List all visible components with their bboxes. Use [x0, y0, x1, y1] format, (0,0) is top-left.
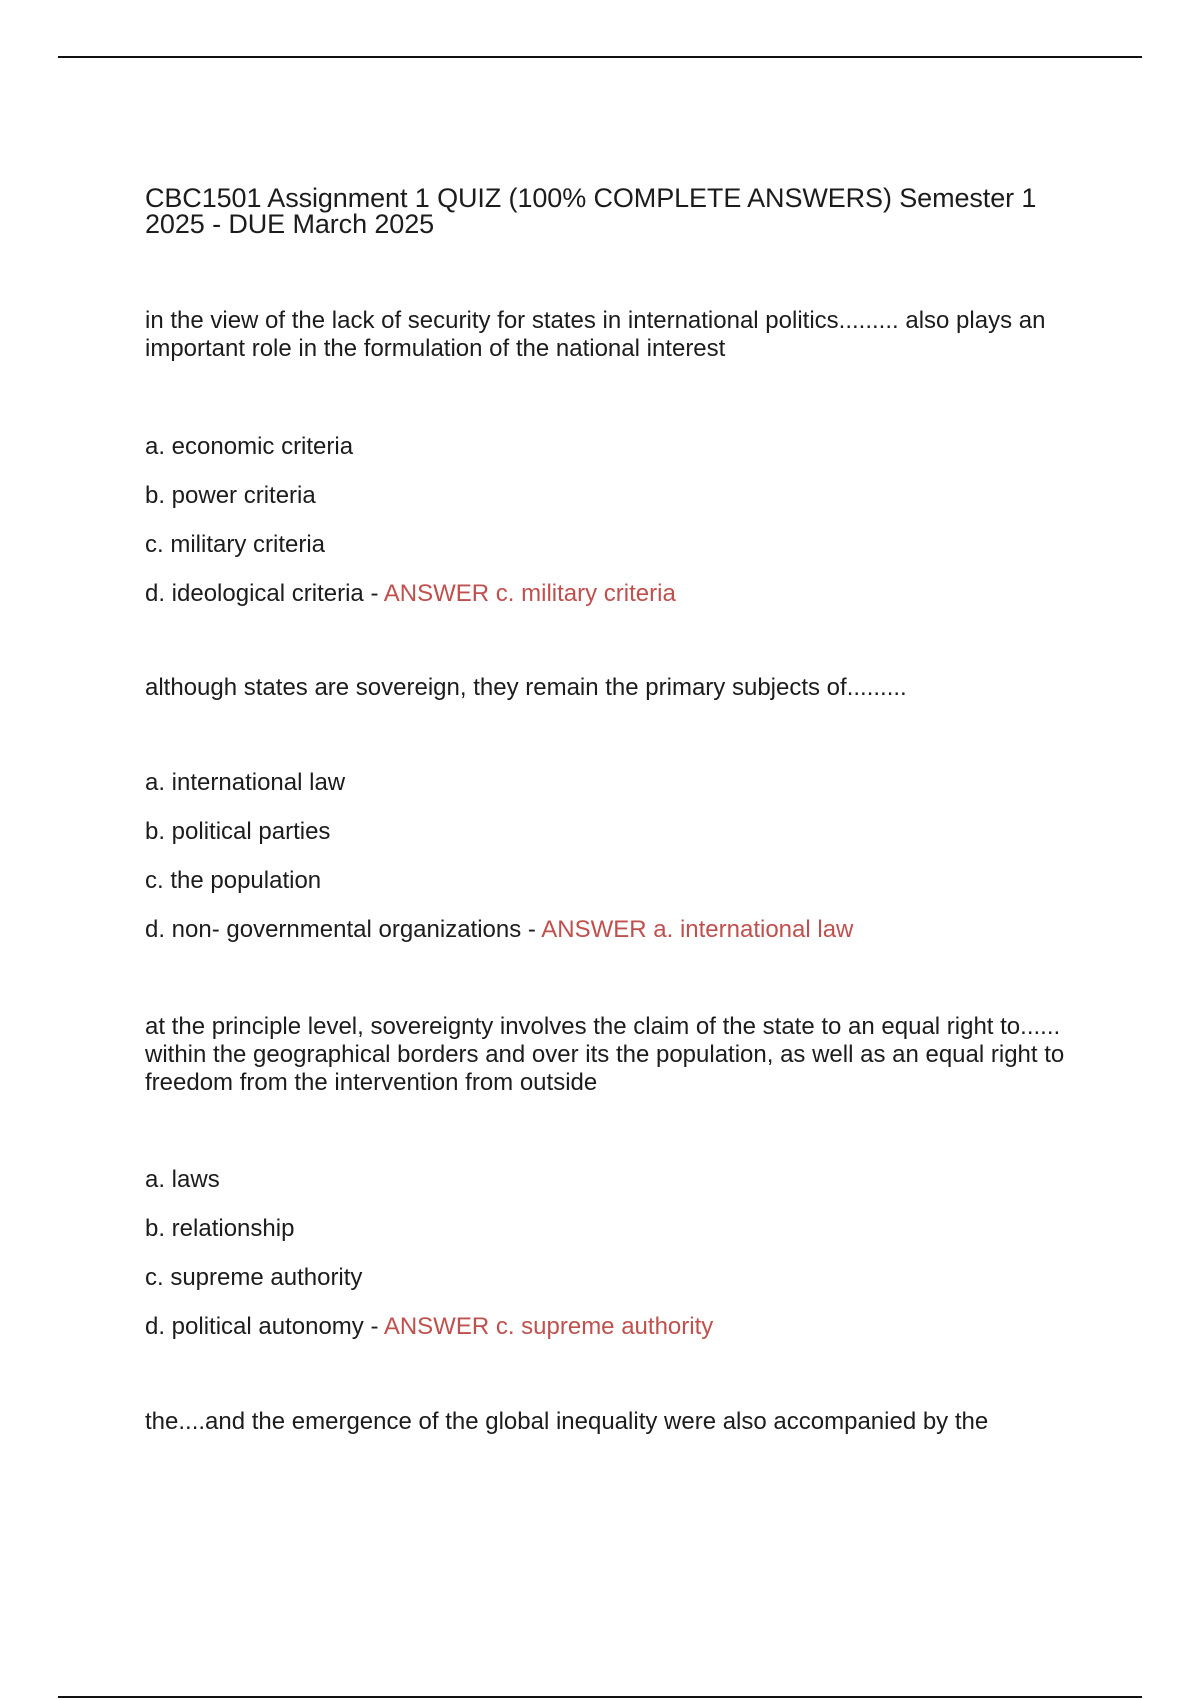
option-item-with-answer — [145, 916, 1095, 944]
answer-separator: - — [363, 1313, 384, 1340]
answer-separator: - — [521, 916, 542, 943]
option-text: d. non- governmental organizations — [145, 916, 522, 943]
question-block — [145, 674, 1095, 944]
footer-rule — [58, 1696, 1142, 1698]
option-text: d. political autonomy — [145, 1313, 364, 1340]
question-block — [145, 307, 1095, 608]
option-item: b. relationship — [145, 1215, 295, 1242]
document-title: CBC1501 Assignment 1 QUIZ (100% COMPLETE ANSWERS) Semester 1 2025 - DUE March 2025 — [145, 183, 1037, 239]
option-item: a. economic criteria — [145, 433, 354, 460]
question-text: although states are sovereign, they remain the primary subjects of......... — [145, 674, 907, 701]
document-body — [145, 185, 1095, 1436]
options-list — [145, 433, 1095, 608]
question-text: at the principle level, sovereignty involves the claim of the state to an equal right to...... within the geographical borders and over its the population, as well as an equal right to freedom from the intervention from outside — [145, 1013, 1065, 1096]
option-item: a. laws — [145, 1166, 220, 1193]
header-rule — [58, 56, 1142, 58]
answer-text: ANSWER c. supreme authority — [383, 1313, 714, 1340]
answer-text: ANSWER c. military criteria — [383, 580, 676, 607]
question-text: the....and the emergence of the global inequality were also accompanied by the — [145, 1408, 989, 1435]
question-block — [145, 1408, 1095, 1436]
option-text: d. ideological criteria — [145, 580, 364, 607]
answer-text: ANSWER a. international law — [541, 916, 854, 943]
option-item: b. power criteria — [145, 482, 316, 509]
option-item: c. supreme authority — [145, 1264, 363, 1291]
answer-separator: - — [363, 580, 384, 607]
option-item: a. international law — [145, 769, 346, 796]
question-text: in the view of the lack of security for states in international politics......... also plays an important role in the formulation of the national interest — [145, 307, 1046, 362]
question-block — [145, 1013, 1095, 1341]
option-item: b. political parties — [145, 818, 331, 845]
option-item: c. the population — [145, 867, 322, 894]
options-list — [145, 1166, 1095, 1341]
option-item-with-answer — [145, 580, 1095, 608]
option-item-with-answer — [145, 1313, 1095, 1341]
options-list — [145, 769, 1095, 944]
option-item: c. military criteria — [145, 531, 326, 558]
